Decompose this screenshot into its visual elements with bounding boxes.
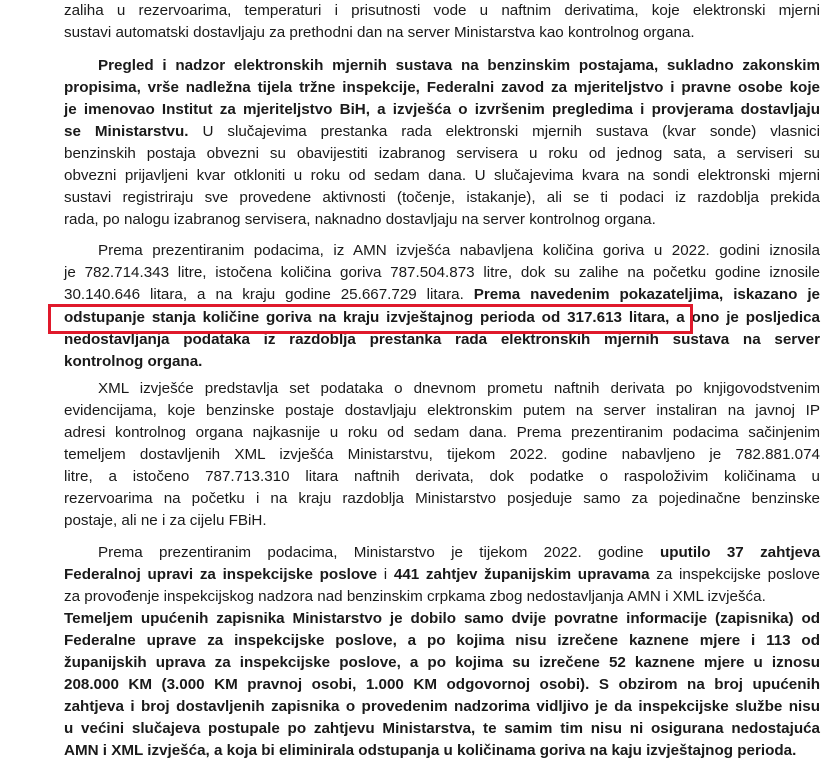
text-span: za inspekcijske poslove (649, 566, 820, 583)
text-line: zaliha u rezervoarima, temperaturi i prisutnosti vode u naftnim derivatima, koje elektronski mjerni (64, 2, 820, 19)
text-line: rada, po nalogu izabranog servisera, naknadno dostavljaju na server kontrolnog organa. (64, 211, 656, 228)
text-line: je 782.714.343 litre, istočena količina goriva 787.504.873 litre, dok su zalihe na početku godine iznosile (64, 264, 820, 281)
text-line (64, 564, 820, 586)
text-line: je imenovao Institut za mjeriteljstvo BiH, a izvješća o izvršenim pregledima i provjerama dostavljaju (64, 101, 820, 118)
text-span: Prema prezentiranim podacima, Ministarstvo je tijekom 2022. godine (98, 544, 660, 561)
highlighted-line: odstupanje stanja količine goriva na kraju izvještajnog perioda od 317.613 litara, a ono je posljedica (64, 309, 820, 326)
text-line: temeljem dostavljenih XML izvješća Ministarstvu, tijekom 2022. godine nabavljeno je 782.881.074 (64, 446, 820, 463)
text-line: zahtjeva i broj dostavljenih zapisnika o provedenim nadzorima vidljivo je da inspekcijske službe nisu (64, 698, 820, 715)
text-line: AMN i XML izvješća, a koja bi eliminirala odstupanja u količinama goriva na kaju izvještajnog perioda. (64, 742, 797, 759)
text-line: postaje, ali ne i za cijelu FBiH. (64, 512, 267, 529)
text-line: za provođenje inspekcijskog nadzora nad benzinskim crpkama zbog nedostavljanja AMN i XML izvješća. (64, 588, 766, 605)
text-line: sustavi registriraju sve provedene aktivnosti (točenje, istakanje), ali se ti podaci iz razdoblja prekida (64, 189, 820, 206)
text-line: sustavi automatski dostavljaju za prethodni dan na server Ministarstva kao kontrolnog organa. (64, 24, 695, 41)
text-span: 30.140.646 litara, a na kraju godine 25.667.729 litara. (64, 286, 474, 303)
text-line (64, 284, 820, 306)
text-line: Prema prezentiranim podacima, iz AMN izvješća nabavljena količina goriva u 2022. godini iznosila (98, 242, 820, 259)
text-line: XML izvješće predstavlja set podataka o dnevnom prometu naftnih derivata po knjigovodstvenim (98, 380, 820, 397)
text-line: nedostavljanja podataka iz razdoblja prestanka rada elektronskih mjernih sustava na server (64, 331, 820, 348)
bold-text: Federalnoj upravi za inspekcijske poslove (64, 566, 378, 583)
text-line: benzinskih postaja obvezni su obavijestiti izabranog servisera u roku od jednog sata, a serviseri su (64, 145, 820, 162)
text-line: kontrolnog organa. (64, 353, 203, 370)
text-line: litre, a istočeno 787.713.310 litara naftnih derivata, dok podatke o raspoloživim količinama u (64, 468, 820, 485)
text-line (64, 542, 820, 564)
text-line: Temeljem upućenih zapisnika Ministarstvo je dobilo samo dvije povratne informacije (zapisnika) od (64, 610, 820, 627)
text-line: adresi kontrolnog organa najkasnije u roku od sedam dana. Prema prezentiranim podacima sačinjenim (64, 424, 820, 441)
bold-text: 441 zahtjev županijskim upravama (393, 566, 650, 583)
text-line: propisima, vrše nadležna tijela tržne inspekcije, Federalni zavod za mjeriteljstvo i pravne osobe koje (64, 79, 820, 96)
text-span: U slučajevima prestanka rada elektronski mjernih sustava (kvar sonde) vlasnici (188, 123, 820, 140)
text-span: i (377, 566, 394, 583)
text-line (64, 121, 820, 143)
text-line: rezervoarima na početku i na kraju razdoblja Ministarstvo posjeduje samo za pojedinačne benzinske (64, 490, 820, 507)
text-line: 208.000 KM (3.000 KM pravnoj osobi, 1.000 KM odgovornoj osobi). S obzirom na broj upućenih (64, 676, 820, 693)
text-line: u većini slučajeva postupale po zahtjevu Ministarstva, te samim tim nisu ni osigurana nedostajuća (64, 720, 820, 737)
text-line: Federalne uprave za inspekcijske poslove, a po kojima nisu izrečene kaznene mjere i 113 od (64, 632, 820, 649)
bold-text: Prema navedenim pokazateljima, iskazano je (473, 286, 820, 303)
text-line: županijskih uprava za inspekcijske poslove, a po kojima su izrečene 52 kaznene mjere u iznosu (64, 654, 820, 671)
text-line: evidencijama, koje benzinske postaje dostavljaju elektronskim putem na server instaliran na javnoj IP (64, 402, 820, 419)
text-line: obvezni prijavljeni kvar otkloniti u roku od sedam dana. U slučajevima kvara na sondi elektronski mjerni (64, 167, 820, 184)
text-line: Pregled i nadzor elektronskih mjernih sustava na benzinskim postajama, sukladno zakonskim (98, 57, 820, 74)
bold-text: uputilo 37 zahtjeva (659, 544, 821, 561)
bold-text: se Ministarstvu. (64, 123, 189, 140)
